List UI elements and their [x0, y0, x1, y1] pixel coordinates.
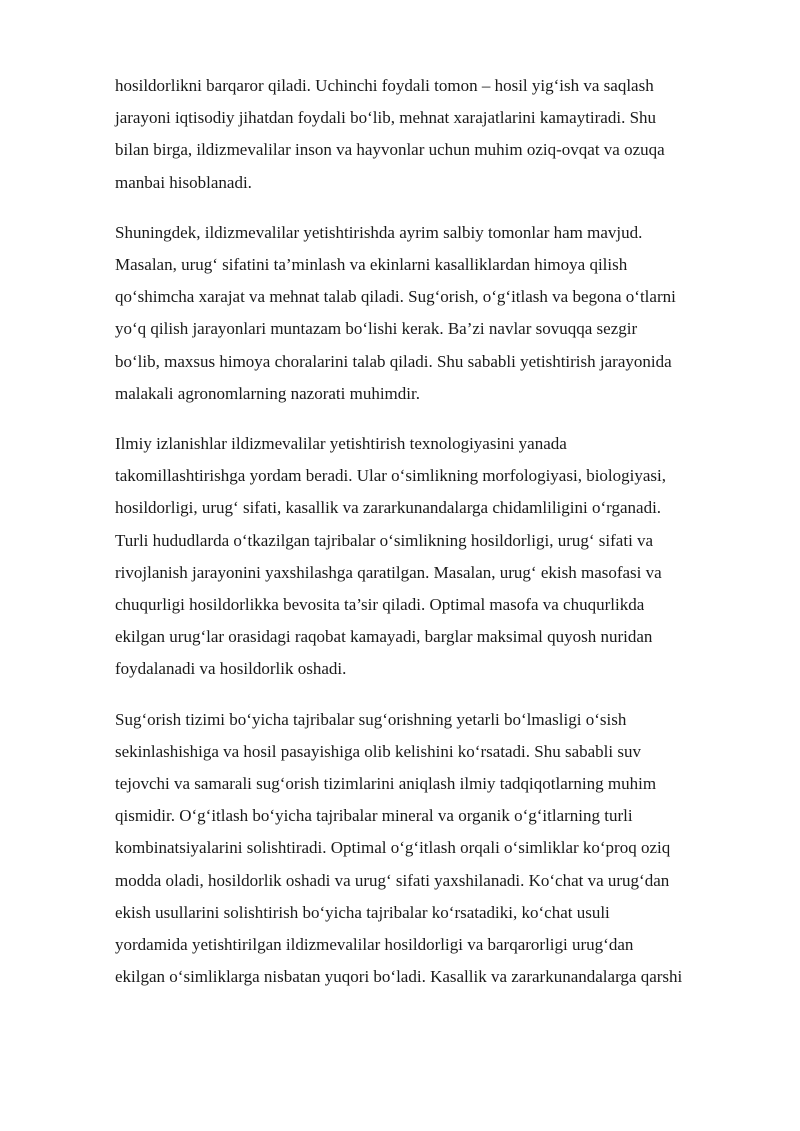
text-line: Ilmiy izlanishlar ildizmevalilar yetishtirish texnologiyasini yanada [115, 434, 567, 454]
text-line: chuqurligi hosildorlikka bevosita ta’sir qiladi. Optimal masofa va chuqurlikda [115, 595, 645, 615]
text-line: sekinlashishiga va hosil pasayishiga olib kelishini ko‘rsatadi. Shu sababli suv [115, 741, 641, 761]
text-line: jarayoni iqtisodiy jihatdan foydali bo‘lib, mehnat xarajatlarini kamaytiradi. Shu [115, 108, 657, 128]
paragraph-2 [115, 217, 745, 410]
text-line: tejovchi va samarali sug‘orish tizimlarini aniqlash ilmiy tadqiqotlarning muhim [115, 774, 657, 794]
paragraph-4 [115, 704, 745, 994]
text-line: Shuningdek, ildizmevalilar yetishtirishda ayrim salbiy tomonlar ham mavjud. [115, 222, 643, 242]
text-line: modda oladi, hosildorlik oshadi va urug‘ sifati yaxshilanadi. Ko‘chat va urug‘dan [115, 870, 670, 890]
text-line: bo‘lib, maxsus himoya choralarini talab qiladi. Shu sababli yetishtirish jarayonida [115, 351, 672, 371]
paragraph-3 [115, 428, 745, 686]
document-page [115, 70, 745, 1011]
text-line: Sug‘orish tizimi bo‘yicha tajribalar sug‘orishning yetarli bo‘lmasligi o‘sish [115, 709, 627, 729]
paragraph-1 [115, 70, 745, 199]
text-line: takomillashtirishga yordam beradi. Ular o‘simlikning morfologiyasi, biologiyasi, [115, 466, 666, 486]
text-line: manbai hisoblanadi. [115, 172, 252, 192]
text-line: foydalanadi va hosildorlik oshadi. [115, 659, 347, 679]
text-line: ekilgan urug‘lar orasidagi raqobat kamayadi, barglar maksimal quyosh nuridan [115, 627, 653, 647]
text-line: Masalan, urug‘ sifatini ta’minlash va ekinlarni kasalliklardan himoya qilish [115, 255, 628, 275]
text-line: qo‘shimcha xarajat va mehnat talab qiladi. Sug‘orish, o‘g‘itlash va begona o‘tlarni [115, 287, 676, 307]
text-line: hosildorlikni barqaror qiladi. Uchinchi foydali tomon – hosil yig‘ish va saqlash [115, 76, 654, 95]
text-line: rivojlanish jarayonini yaxshilashga qaratilgan. Masalan, urug‘ ekish masofasi va [115, 562, 662, 582]
text-line: ekilgan o‘simliklarga nisbatan yuqori bo‘ladi. Kasallik va zararkunandalarga qarshi [115, 967, 683, 987]
text-line: kombinatsiyalarini solishtiradi. Optimal o‘g‘itlash orqali o‘simliklar ko‘proq oziq [115, 838, 671, 858]
text-line: ekish usullarini solishtirish bo‘yicha tajribalar ko‘rsatadiki, ko‘chat usuli [115, 902, 610, 922]
text-line: malakali agronomlarning nazorati muhimdir. [115, 383, 420, 403]
text-line: qismidir. O‘g‘itlash bo‘yicha tajribalar mineral va organik o‘g‘itlarning turli [115, 806, 633, 826]
text-line: yo‘q qilish jarayonlari muntazam bo‘lishi kerak. Ba’zi navlar sovuqqa sezgir [115, 319, 638, 339]
text-line: Turli hududlarda o‘tkazilgan tajribalar o‘simlikning hosildorligi, urug‘ sifati va [115, 530, 654, 550]
text-line: hosildorligi, urug‘ sifati, kasallik va zararkunandalarga chidamliligini o‘rganadi. [115, 498, 662, 518]
text-line: yordamida yetishtirilgan ildizmevalilar hosildorligi va barqarorligi urug‘dan [115, 935, 634, 955]
text-line: bilan birga, ildizmevalilar inson va hayvonlar uchun muhim oziq-ovqat va ozuqa [115, 140, 665, 160]
